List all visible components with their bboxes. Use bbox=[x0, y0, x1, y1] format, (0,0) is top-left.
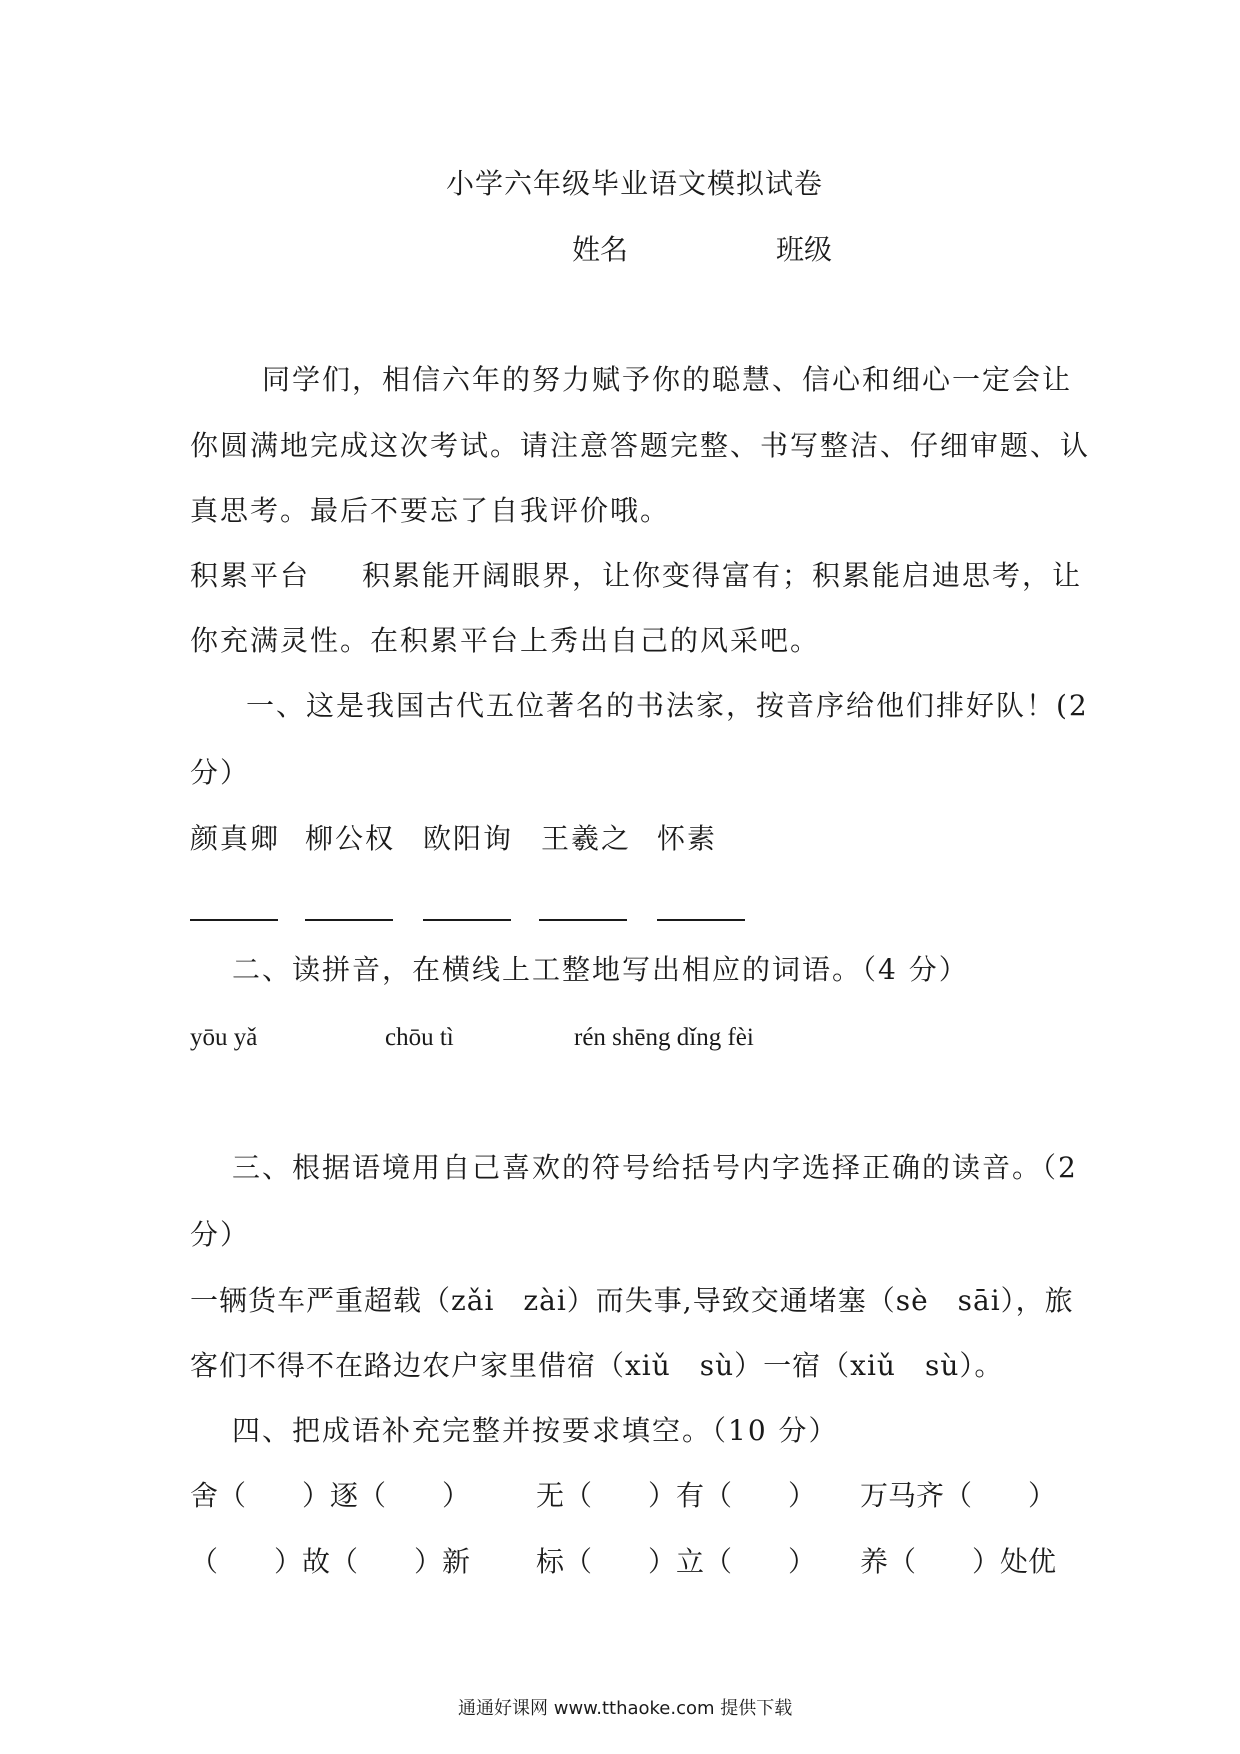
name-label: 姓名 bbox=[572, 233, 629, 266]
class-label: 班级 bbox=[776, 233, 833, 266]
idiom-blank[interactable]: 无（ ）有（ ） bbox=[536, 1479, 817, 1512]
idiom-blank[interactable]: 养（ ）处优 bbox=[860, 1545, 1057, 1578]
question-3-sentence-2: 客们不得不在路边农户家里借宿（xiǔ sù）一宿（xiǔ sù）。 bbox=[190, 1349, 1004, 1382]
idiom-blank[interactable]: 标（ ）立（ ） bbox=[536, 1545, 817, 1578]
question-1-text: 一、这是我国古代五位著名的书法家，按音序给他们排好队！(2 bbox=[246, 689, 1089, 722]
answer-blank[interactable] bbox=[539, 919, 627, 921]
page-title: 小学六年级毕业语文模拟试卷 bbox=[446, 167, 824, 200]
answer-blank[interactable] bbox=[305, 919, 393, 921]
idiom-blank[interactable]: 舍（ ）逐（ ） bbox=[190, 1479, 471, 1512]
intro-line-3: 真思考。最后不要忘了自我评价哦。 bbox=[190, 494, 671, 527]
calligrapher-name: 柳公权 bbox=[305, 822, 396, 855]
answer-blank[interactable] bbox=[423, 919, 511, 921]
question-1-score: 分） bbox=[190, 756, 251, 789]
question-3-sentence-1: 一辆货车严重超载（zǎi zài）而失事,导致交通堵塞（sè sāi），旅 bbox=[190, 1284, 1074, 1317]
calligrapher-name: 颜真卿 bbox=[190, 822, 281, 855]
calligrapher-name: 王羲之 bbox=[541, 822, 632, 855]
idiom-blank[interactable]: （ ）故（ ）新 bbox=[190, 1545, 471, 1578]
section-heading: 积累平台 bbox=[190, 559, 311, 592]
question-4-text: 四、把成语补充完整并按要求填空。（10 分） bbox=[232, 1414, 839, 1447]
question-2-text: 二、读拼音，在横线上工整地写出相应的词语。（4 分） bbox=[232, 953, 969, 986]
pinyin-word: chōu tì bbox=[385, 1024, 454, 1051]
answer-blank[interactable] bbox=[657, 919, 745, 921]
intro-line-1: 同学们，相信六年的努力赋予你的聪慧、信心和细心一定会让 bbox=[262, 363, 1073, 396]
idiom-blank[interactable]: 万马齐（ ） bbox=[860, 1479, 1057, 1512]
answer-blank[interactable] bbox=[190, 919, 278, 921]
section-line-2: 你充满灵性。在积累平台上秀出自己的风采吧。 bbox=[190, 624, 821, 657]
pinyin-word: yōu yǎ bbox=[190, 1024, 258, 1051]
pinyin-word: rén shēng dǐng fèi bbox=[574, 1024, 754, 1051]
section-line-1: 积累能开阔眼界，让你变得富有；积累能启迪思考，让 bbox=[362, 559, 1083, 592]
question-3-score: 分） bbox=[190, 1218, 251, 1251]
intro-line-2: 你圆满地完成这次考试。请注意答题完整、书写整洁、仔细审题、认 bbox=[190, 429, 1091, 462]
footer-credit: 通通好课网 www.tthaoke.com 提供下载 bbox=[458, 1698, 793, 1719]
question-3-text: 三、根据语境用自己喜欢的符号给括号内字选择正确的读音。（2 bbox=[232, 1151, 1078, 1184]
calligrapher-name: 欧阳询 bbox=[423, 822, 514, 855]
calligrapher-name: 怀素 bbox=[657, 822, 718, 855]
